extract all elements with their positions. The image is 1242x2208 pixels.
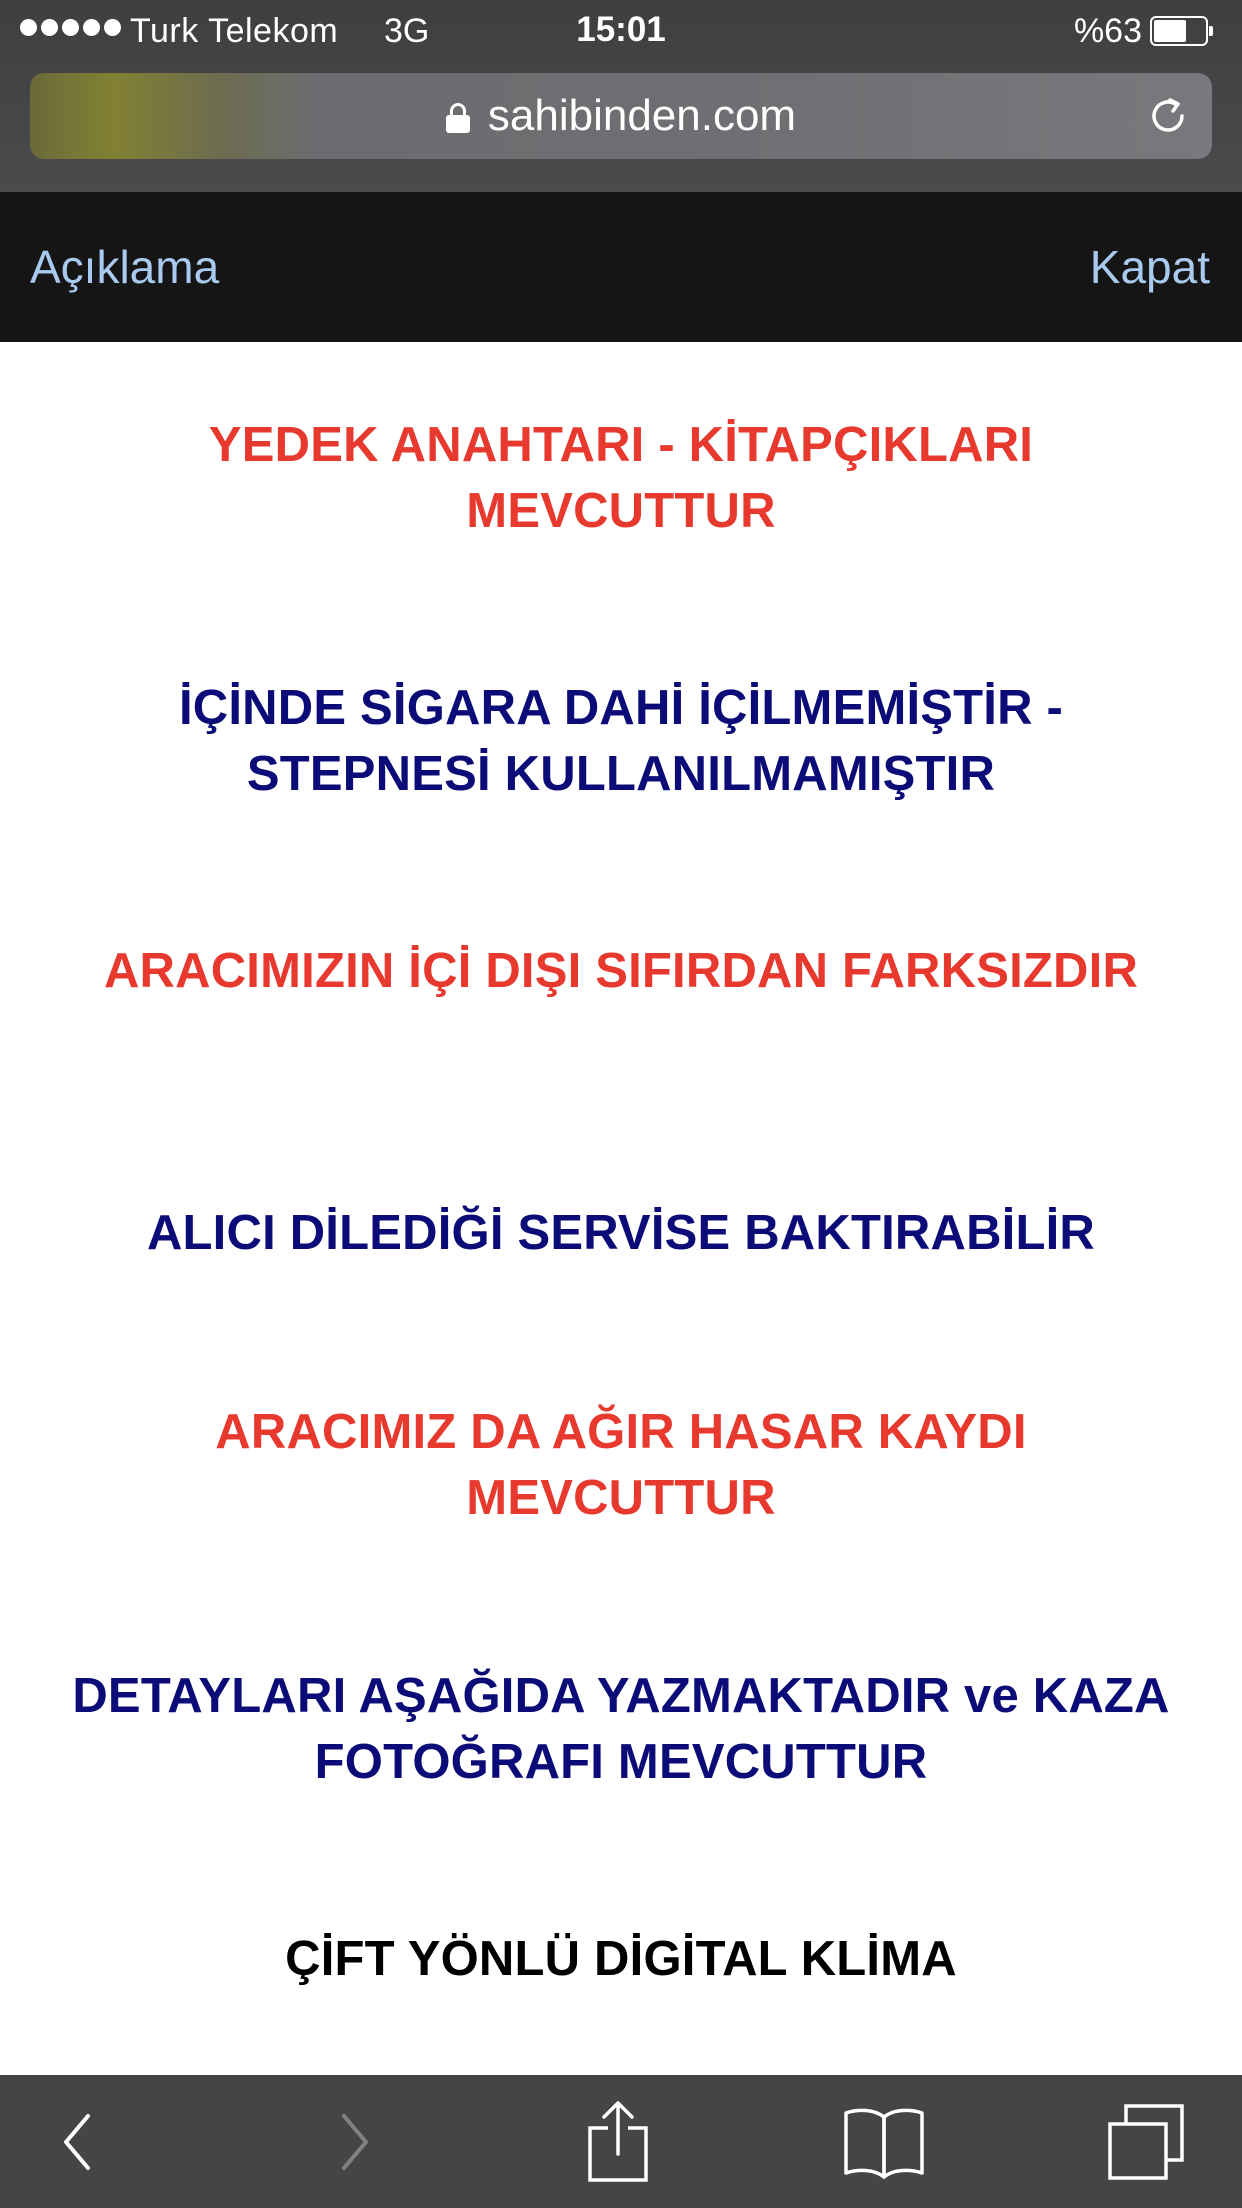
status-bar bbox=[0, 0, 1242, 62]
bookmarks-button[interactable] bbox=[832, 2075, 936, 2208]
url-text[interactable]: sahibinden.com bbox=[487, 91, 797, 140]
status-time: 15:01 bbox=[576, 10, 666, 49]
description-content bbox=[0, 342, 1242, 2075]
modal-title: Açıklama bbox=[30, 241, 220, 293]
browser-toolbar bbox=[0, 2075, 1242, 2208]
share-button[interactable] bbox=[568, 2075, 668, 2208]
network-type: 3G bbox=[384, 12, 430, 50]
description-line: ÇİFT YÖNLÜ DİGİTAL KLİMA bbox=[285, 1932, 957, 1986]
description-line: İÇİNDE SİGARA DAHİ İÇİLMEMİŞTİR - STEPNESİ KULLANILMAMIŞTIR bbox=[178, 681, 1064, 801]
back-button[interactable] bbox=[30, 2075, 126, 2208]
carrier-name: Turk Telekom bbox=[130, 12, 339, 50]
description-line: ARACIMIZ DA AĞIR HASAR KAYDI MEVCUTTUR bbox=[215, 1405, 1027, 1525]
battery-icon bbox=[1150, 16, 1214, 46]
forward-button[interactable] bbox=[306, 2075, 402, 2208]
description-line: YEDEK ANAHTARI - KİTAPÇIKLARI MEVCUTTUR bbox=[208, 418, 1034, 538]
browser-top-chrome bbox=[0, 0, 1242, 192]
chevron-right-icon bbox=[334, 2112, 374, 2172]
description-line: DETAYLARI AŞAĞIDA YAZMAKTADIR ve KAZA FOTOĞRAFI MEVCUTTUR bbox=[72, 1669, 1170, 1789]
chevron-left-icon bbox=[58, 2112, 98, 2172]
battery-percentage: %63 bbox=[1073, 12, 1142, 50]
description-line: ALICI DİLEDİĞİ SERVİSE BAKTIRABİLİR bbox=[146, 1206, 1096, 1260]
close-button[interactable]: Kapat bbox=[1089, 241, 1210, 293]
reload-icon[interactable] bbox=[1146, 94, 1190, 138]
tabs-button[interactable] bbox=[1094, 2075, 1198, 2208]
description-line: ARACIMIZIN İÇİ DIŞI SIFIRDAN FARKSIZDIR bbox=[103, 944, 1139, 998]
tabs-icon bbox=[1106, 2102, 1186, 2182]
share-icon bbox=[586, 2100, 650, 2184]
modal-header bbox=[0, 192, 1242, 342]
lock-icon bbox=[446, 103, 470, 133]
book-icon bbox=[842, 2105, 926, 2179]
address-bar[interactable] bbox=[30, 73, 1212, 159]
